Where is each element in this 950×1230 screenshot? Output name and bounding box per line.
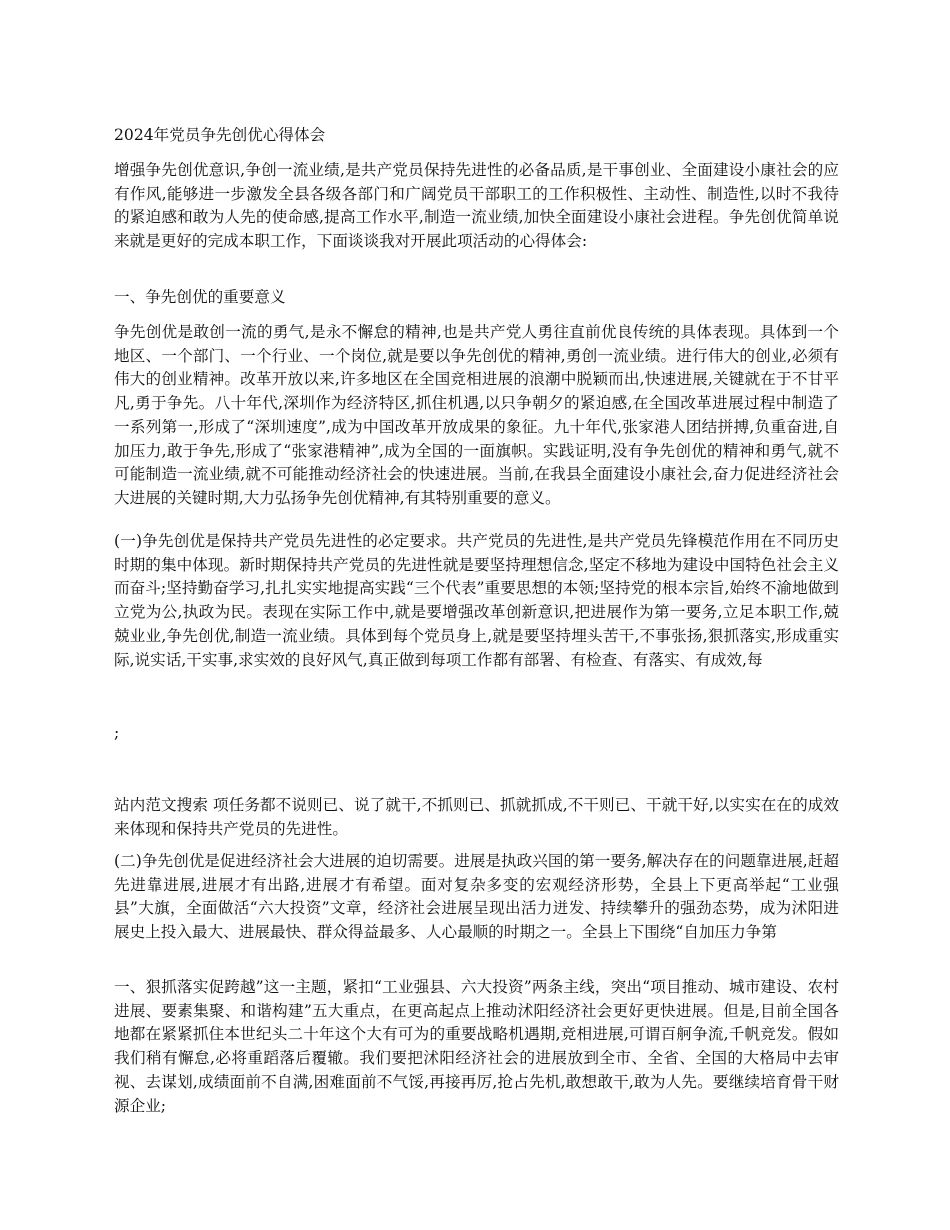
- section-heading: 一、争先创优的重要意义: [114, 288, 286, 306]
- body-paragraph: (二)争先创优是促进经济社会大进展的迫切需要。进展是执政兴国的第一要务,解决存在的问题靠进展,赶超先进靠进展,进展才有出路,进展才有希望。面对复杂多变的宏观经济形势，全县上下更高举起“工业强县”大旗，全面做活“六大投资”文章，经济社会进展呈现出活力迸发、持续攀升的强劲态势，成为沭阳进展史上投入最大、进展最快、群众得益最多、人心最顺的时期之一。全县上下围绕“自加压力争第: [114, 852, 839, 942]
- document-title: 2024年党员争先创优心得体会: [114, 126, 326, 144]
- intro-paragraph: 增强争先创优意识,争创一流业绩,是共产党员保持先进性的必备品质,是干事创业、全面建设小康社会的应有作风,能够进一步激发全县各级各部门和广阔党员干部职工的工作积极性、主动性、制造性,以时不我待的紧迫感和敢为人先的使命感,提高工作水平,制造一流业绩,加快全面建设小康社会进程。争先创优简单说来就是更好的完成本职工作，下面谈谈我对开展此项活动的心得体会:: [114, 161, 839, 251]
- body-paragraph: 争先创优是敢创一流的勇气,是永不懈怠的精神,也是共产党人勇往直前优良传统的具体表现。具体到一个地区、一个部门、一个行业、一个岗位,就是要以争先创优的精神,勇创一流业绩。进行伟大的创业,必须有伟大的创业精神。改革开放以来,许多地区在全国竞相进展的浪潮中脱颖而出,快速进展,关键就在于不甘平凡,勇于争先。八十年代,深圳作为经济特区,抓住机遇,以只争朝夕的紧迫感,在全国改革进展过程中制造了一系列第一,形成了“深圳速度”,成为中国改革开放成果的象征。九十年代,张家港人团结拼搏,负重奋进,自加压力,敢于争先,形成了“张家港精神”,成为全国的一面旗帜。实践证明,没有争先创优的精神和勇气,就不可能制造一流业绩,就不可能推动经济社会的快速进展。当前,在我县全面建设小康社会,奋力促进经济社会大进展的关键时期,大力弘扬争先创优精神,有其特别重要的意义。: [114, 323, 839, 507]
- body-paragraph: 站内范文搜索 项任务都不说则已、说了就干,不抓则已、抓就抓成,不干则已、干就干好,以实实在在的成效来体现和保持共产党员的先进性。: [114, 796, 839, 838]
- body-paragraph: (一)争先创优是保持共产党员先进性的必定要求。共产党员的先进性,是共产党员先锋模范作用在不同历史时期的集中体现。新时期保持共产党员的先进性就是要坚持理想信念,坚定不移地为建设中国特色社会主义而奋斗;坚持勤奋学习,扎扎实实地提高实践“三个代表”重要思想的本领;坚持党的根本宗旨,始终不渝地做到立党为公,执政为民。表现在实际工作中,就是要增强改革创新意识,把进展作为第一要务,立足本职工作,兢兢业业,争先创优,制造一流业绩。具体到每个党员身上,就是要坚持埋头苦干,不事张扬,狠抓落实,形成重实际,说实话,干实事,求实效的良好风气,真正做到每项工作都有部署、有检查、有落实、有成效,每: [114, 532, 839, 669]
- page-break-marker: ;: [114, 724, 120, 742]
- body-paragraph: 一、狠抓落实促跨越”这一主题，紧扣“工业强县、六大投资”两条主线，突出“项目推动、城市建设、农村进展、要素集聚、和谐构建”五大重点，在更高起点上推动沭阳经济社会更好更快进展。但是,目前全国各地都在紧紧抓住本世纪头二十年这个大有可为的重要战略机遇期,竞相进展,可谓百舸争流,千帆竞发。假如我们稍有懈怠,必将重蹈落后覆辙。我们要把沭阳经济社会的进展放到全市、全省、全国的大格局中去审视、去谋划,成绩面前不自满,困难面前不气馁,再接再厉,抢占先机,敢想敢干,敢为人先。要继续培育骨干财源企业;: [114, 978, 839, 1115]
